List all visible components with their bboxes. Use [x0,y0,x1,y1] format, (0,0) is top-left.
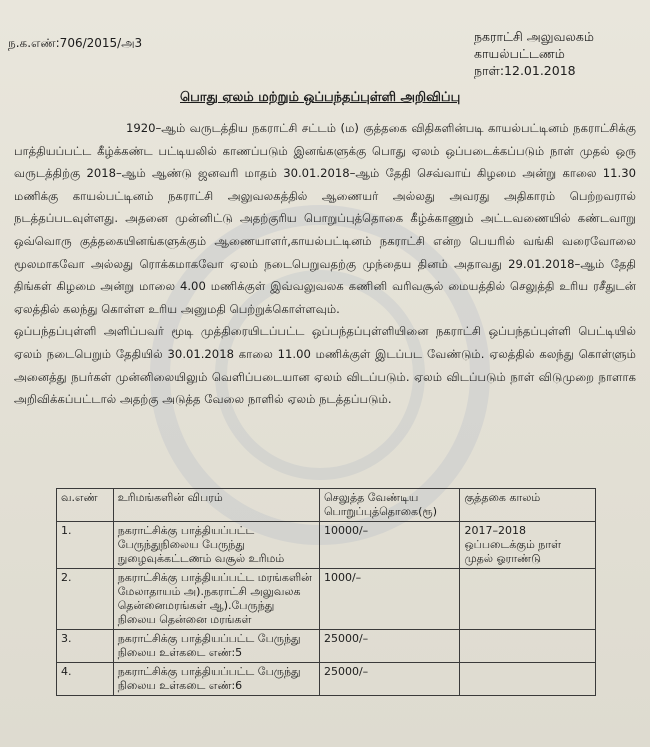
lease-items-table [56,488,596,696]
row-deposit: 10000/– [319,522,460,569]
row-description: நகராட்சிக்கு பாத்தியப்பட்ட பேருந்து நிலைய உள்கடை எண்:6 [113,663,319,696]
row-serial: 2. [57,569,114,630]
row-period [460,569,596,630]
notice-date: நாள்:12.01.2018 [474,63,576,78]
notice-body [14,117,636,411]
header-deposit: செலுத்த வேண்டிய பொறுப்புத்தொகை(ரூ) [319,489,460,522]
notice-title: பொது ஏலம் மற்றும் ஒப்பந்தப்புள்ளி அறிவிப்பு [180,90,461,105]
row-serial: 3. [57,630,114,663]
office-name: நகராட்சி அலுவலகம் [474,29,594,44]
office-address-block [474,28,594,79]
row-period: 2017–2018 ஒப்படைக்கும் நாள் முதல் ஓராண்டு [460,522,596,569]
header-period: குத்தகை காலம் [460,489,596,522]
row-deposit: 25000/– [319,663,460,696]
row-deposit: 25000/– [319,630,460,663]
table-row [57,630,596,663]
row-description: நகராட்சிக்கு பாத்தியப்பட்ட பேருந்துநிலைய பேருந்து நுழைவுக்கட்டணம் வசூல் உரிமம் [113,522,319,569]
row-serial: 4. [57,663,114,696]
table-row [57,663,596,696]
row-deposit: 1000/– [319,569,460,630]
reference-number: ந.க.எண்:706/2015/அ3 [8,36,143,50]
row-description: நகராட்சிக்கு பாத்தியப்பட்ட மரங்களின் மேலாதாயம் அ).நகராட்சி அலுவலக தென்னைமரங்கள் ஆ).பேருந்து நிலைய தென்னை மரங்கள் [113,569,319,630]
row-period [460,663,596,696]
paragraph-tender: ஒப்பந்தப்புள்ளி அளிப்பவர் மூடி முத்திரையிடப்பட்ட ஒப்பந்தப்புள்ளியினை நகராட்சி ஒப்பந்தப்புள்ளி பெட்டியில் ஏலம் நடைபெறும் தேதியில் 30.01.2018 காலை 11.00 மணிக்குள் இடப்பட வேண்டும். ஏலத்தில் கலந்து கொள்ளும் அனைத்து நபர்கள் முன்னிலையிலும் வெளிப்படையான ஏலம் விடப்படும். ஏலம் விடப்படும் நாள் விடுமுறை நாளாக அறிவிக்கப்பட்டால் அதற்கு அடுத்த வேலை நாளில் ஏலம் நடத்தப்படும். [14,324,636,407]
table-row [57,522,596,569]
row-description: நகராட்சிக்கு பாத்தியப்பட்ட பேருந்து நிலைய உள்கடை எண்:5 [113,630,319,663]
table-header-row [57,489,596,522]
paragraph-auction: 1920–ஆம் வருடத்திய நகராட்சி சட்டம் (ம) குத்தகை விதிகளின்படி காயல்பட்டினம் நகராட்சிக்கு பாத்தியப்பட்ட கீழ்க்கண்ட பட்டியலில் காணப்படும் இனங்களுக்கு பொது ஏலம் ஒப்படைக்கப்படும் நாள் முதல் ஒரு வருடத்திற்கு 2018–ஆம் ஆண்டு ஜனவரி மாதம் 30.01.2018–ஆம் தேதி செவ்வாய் கிழமை அன்று காலை 11.30 மணிக்கு காயல்பட்டினம் நகராட்சி அலுவலகத்தில் ஆணையர் அல்லது அவரது அதிகாரம் பெற்றவரால் நடத்தப்படவுள்ளது. அதனை முன்னிட்டு அதற்குரிய பொறுப்புத்தொகை கீழ்க்காணும் அட்டவணையில் கண்டவாறு ஒவ்வொரு குத்தகையினங்களுக்கும் ஆணையாளர்,காயல்பட்டினம் நகராட்சி என்ற பெயரில் வங்கி வரைவோலை மூலமாகவோ அல்லது ரொக்கமாகவோ ஏலம் நடைபெறுவதற்கு முந்தைய தினம் அதாவது 29.01.2018–ஆம் தேதி திங்கள் கிழமை அன்று மாலை 4.00 மணிக்குள் இவ்வலுவலக கணினி வரிவசூல் மையத்தில் செலுத்தி உரிய ரசீதுடன் ஏலத்தில் கலந்து கொள்ள உரிய அனுமதி பெற்றுக்கொள்ளவும். [14,121,636,316]
row-period [460,630,596,663]
header-serial: வ.எண் [57,489,114,522]
table-row [57,569,596,630]
header-description: உரிமங்களின் விபரம் [113,489,319,522]
row-serial: 1. [57,522,114,569]
town-name: காயல்பட்டணம் [474,46,565,61]
